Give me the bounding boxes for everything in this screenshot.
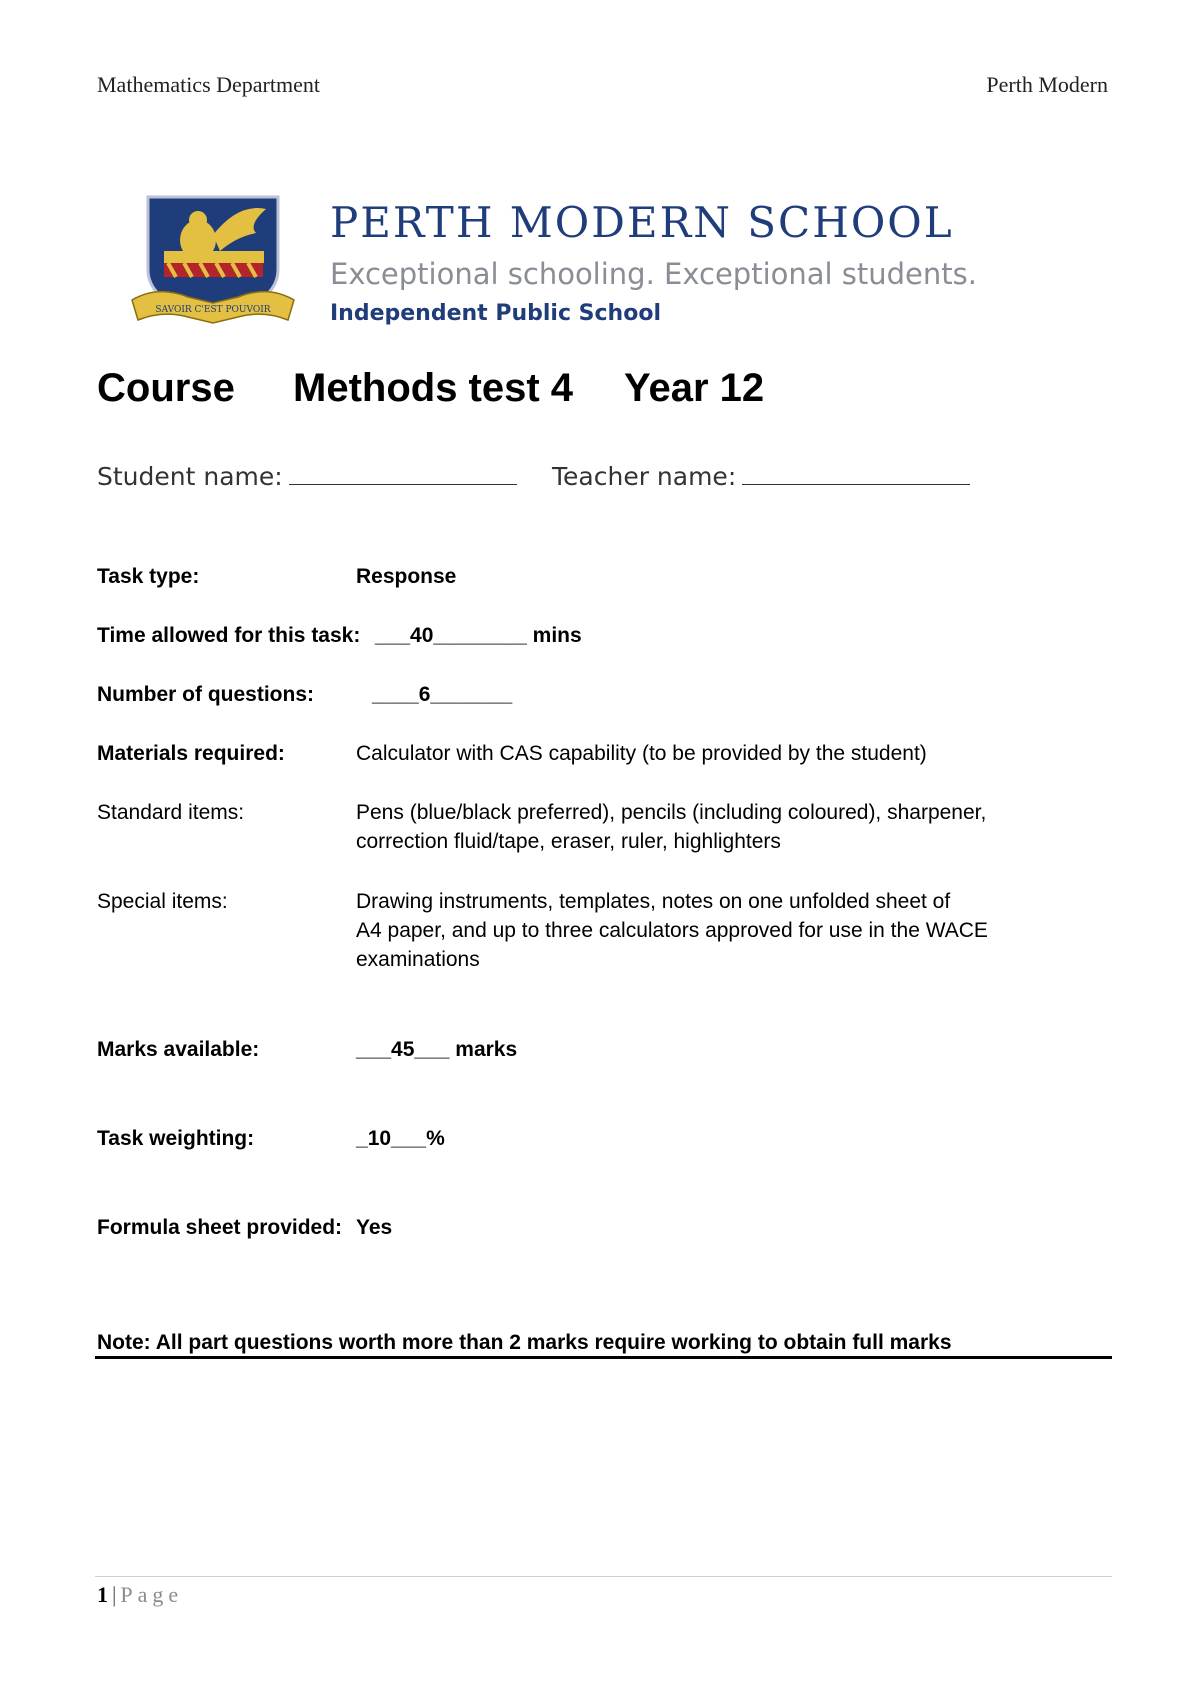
- school-tagline: Exceptional schooling. Exceptional students.: [330, 257, 977, 291]
- questions-value: ____6_______: [372, 683, 513, 706]
- page-number: 1: [97, 1582, 108, 1607]
- teacher-name-field[interactable]: [552, 462, 970, 491]
- materials-value: Calculator with CAS capability (to be provided by the student): [356, 742, 927, 765]
- title-test: Methods test 4: [293, 366, 574, 410]
- teacher-name-label: Teacher name:: [552, 462, 737, 491]
- special-items-line2: A4 paper, and up to three calculators approved for use in the WACE: [356, 919, 988, 942]
- special-items-line3: examinations: [356, 948, 480, 971]
- header-school: Perth Modern: [986, 72, 1108, 97]
- standard-items-label: Standard items:: [97, 801, 245, 824]
- student-name-label: Student name:: [97, 462, 283, 491]
- question-count: 6: [418, 683, 431, 706]
- marks-count: 45: [391, 1038, 415, 1061]
- questions-label: Number of questions:: [97, 683, 315, 706]
- time-allowed-label: Time allowed for this task:: [97, 624, 361, 647]
- time-allowed-value: ___40________ mins: [375, 624, 582, 647]
- working-note: Note: All part questions worth more than 2 marks require working to obtain full marks: [97, 1331, 952, 1354]
- special-items-label: Special items:: [97, 890, 228, 913]
- school-type: Independent Public School: [330, 301, 661, 326]
- footer-separator: |: [112, 1582, 117, 1607]
- weighting-percent: 10: [367, 1127, 392, 1150]
- footer-divider: [95, 1576, 1112, 1577]
- special-items-line1: Drawing instruments, templates, notes on one unfolded sheet of: [356, 890, 951, 913]
- marks-label: Marks available:: [97, 1038, 260, 1061]
- weighting-label: Task weighting:: [97, 1127, 255, 1150]
- standard-items-line1: Pens (blue/black preferred), pencils (including coloured), sharpener,: [356, 801, 987, 824]
- school-crest-icon: [128, 185, 298, 335]
- teacher-name-blank[interactable]: [742, 462, 970, 485]
- time-minutes: 40: [410, 624, 434, 647]
- header-department: Mathematics Department: [97, 72, 320, 97]
- page-word: Page: [120, 1582, 184, 1607]
- formula-label: Formula sheet provided:: [97, 1216, 343, 1239]
- title-year: Year 12: [624, 366, 765, 410]
- standard-items-line2: correction fluid/tape, eraser, ruler, highlighters: [356, 830, 781, 853]
- materials-label: Materials required:: [97, 742, 285, 765]
- title-course: Course: [97, 366, 235, 410]
- formula-value: Yes: [356, 1216, 393, 1239]
- note-underline: [95, 1356, 1112, 1359]
- page-footer: [97, 1582, 183, 1608]
- marks-value: ___45___ marks: [356, 1038, 518, 1061]
- student-name-field[interactable]: [97, 462, 517, 491]
- school-name: PERTH MODERN SCHOOL: [330, 198, 954, 247]
- crest-motto: SAVOIR C'EST POUVOIR: [155, 305, 271, 315]
- student-name-blank[interactable]: [289, 462, 517, 485]
- task-type-value: Response: [356, 565, 457, 588]
- task-type-label: Task type:: [97, 565, 200, 588]
- weighting-value: _10___%: [356, 1127, 445, 1150]
